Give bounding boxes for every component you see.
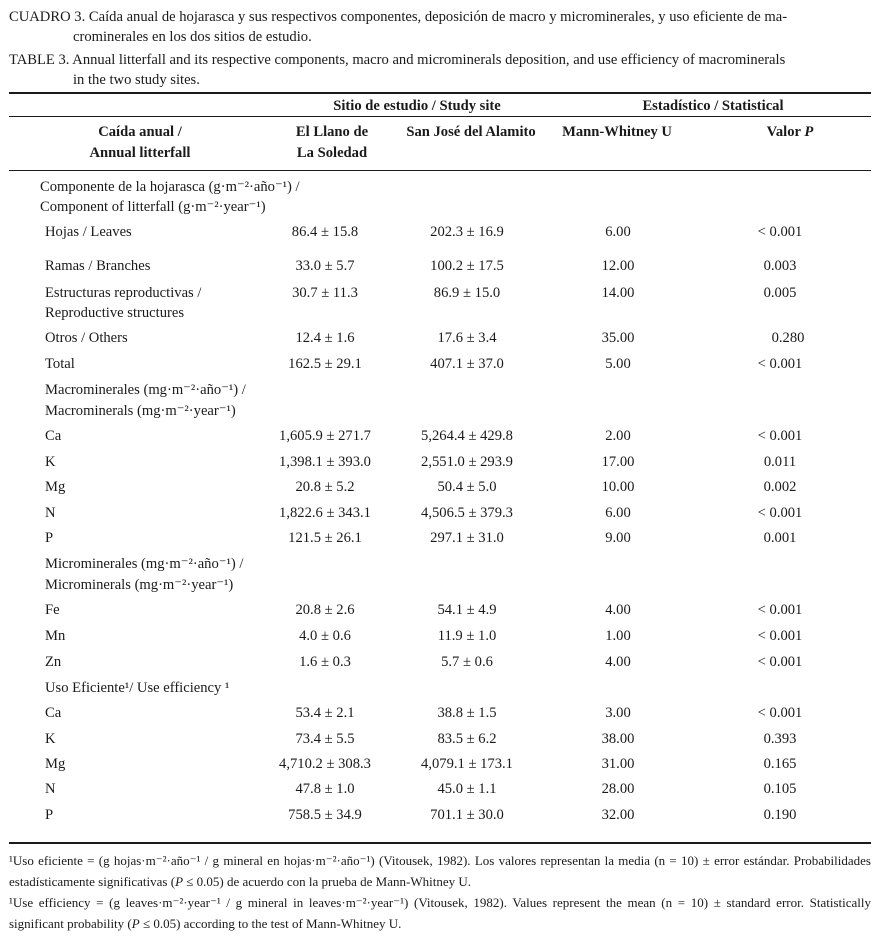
cell-site1: 20.8 ± 2.6 — [295, 602, 355, 618]
cell-site2: 4,506.5 ± 379.3 — [421, 505, 513, 521]
cell-site1: 121.5 ± 26.1 — [288, 530, 362, 546]
group-macro-es: Macrominerales (mg·m⁻²·año⁻¹) / — [45, 382, 246, 398]
table-row — [0, 283, 884, 303]
cell-p-value: < 0.001 — [757, 428, 803, 444]
cell-mann-whitney: 5.00 — [605, 356, 631, 372]
row-label: K — [45, 731, 56, 747]
cell-p-value: 0.393 — [763, 731, 797, 747]
row-label: P — [45, 807, 54, 823]
table-row — [0, 256, 884, 276]
cell-p-value: 0.011 — [763, 454, 797, 470]
row-label: Ramas / Branches — [45, 258, 151, 274]
caption-text-en-1: Annual litterfall and its respective components, macro and microminerals deposition, and use efficiency of macrominerals — [72, 52, 786, 68]
cell-p-value: < 0.001 — [757, 602, 803, 618]
table-header-rule — [9, 170, 871, 171]
row-label: Otros / Others — [45, 330, 128, 346]
cell-site2: 4,079.1 ± 173.1 — [421, 756, 513, 772]
cell-mann-whitney: 6.00 — [605, 224, 631, 240]
cell-p-value: < 0.001 — [757, 356, 803, 372]
cell-site1: 12.4 ± 1.6 — [295, 330, 355, 346]
cell-site2: 100.2 ± 17.5 — [430, 258, 504, 274]
cell-site1: 758.5 ± 34.9 — [288, 807, 362, 823]
row-label: P — [45, 530, 54, 546]
cell-site2: 2,551.0 ± 293.9 — [421, 454, 513, 470]
cell-mann-whitney: 14.00 — [601, 285, 635, 301]
table-row — [0, 779, 884, 799]
cell-site1: 47.8 ± 1.0 — [295, 781, 355, 797]
header-col-label-2: Annual litterfall — [89, 145, 191, 161]
cell-mann-whitney: 6.00 — [605, 505, 631, 521]
cell-p-value: < 0.001 — [757, 654, 803, 670]
row-label-2: Reproductive structures — [45, 305, 185, 321]
footnote-en-text-a: ¹Use efficiency = (g leaves·m⁻²·year⁻¹ / g mineral in leaves·m⁻²·year⁻¹) (Vitousek, 1982). Values represent the mean (n = 10) ± standard error. Statistically significant probability ( — [9, 895, 871, 931]
cell-site2: 407.1 ± 37.0 — [430, 356, 504, 372]
row-label: K — [45, 454, 56, 470]
caption-text-en-2: in the two study sites. — [73, 72, 200, 88]
cell-site1: 162.5 ± 29.1 — [288, 356, 362, 372]
cell-site2: 45.0 ± 1.1 — [437, 781, 497, 797]
table-row-continued — [0, 303, 884, 323]
table-group-rule — [9, 116, 871, 117]
table-row — [0, 354, 884, 374]
header-p-prefix: Valor — [766, 124, 805, 140]
cell-site1: 73.4 ± 5.5 — [295, 731, 355, 747]
table-row — [0, 652, 884, 672]
group-use-efficiency: Uso Eficiente¹/ Use efficiency ¹ — [45, 680, 230, 696]
row-label: Total — [45, 356, 75, 372]
cell-mann-whitney: 38.00 — [601, 731, 635, 747]
caption-english — [9, 50, 871, 90]
cell-site1: 20.8 ± 5.2 — [295, 479, 355, 495]
cell-site1: 1,605.9 ± 271.7 — [279, 428, 371, 444]
table-row — [0, 703, 884, 723]
cell-mann-whitney: 32.00 — [601, 807, 635, 823]
caption-label-es: CUADRO 3. — [9, 9, 86, 25]
cell-p-value: < 0.001 — [757, 224, 803, 240]
cell-mann-whitney: 17.00 — [601, 454, 635, 470]
row-label: Estructuras reproductivas / — [45, 285, 202, 301]
cell-site2: 38.8 ± 1.5 — [437, 705, 497, 721]
table-row — [0, 477, 884, 497]
table-row — [0, 754, 884, 774]
footnote-es-italic: P — [175, 874, 184, 889]
group-micro-es: Microminerales (mg·m⁻²·año⁻¹) / — [45, 556, 244, 572]
table-row — [0, 328, 884, 348]
row-label: Hojas / Leaves — [45, 224, 132, 240]
header-site1-2: La Soledad — [296, 145, 368, 161]
cell-site1: 1,822.6 ± 343.1 — [279, 505, 371, 521]
cell-mann-whitney: 3.00 — [605, 705, 631, 721]
row-label: Zn — [45, 654, 62, 670]
footnote-en-italic: P — [131, 916, 140, 931]
cell-p-value: 0.005 — [763, 285, 797, 301]
cell-site1: 1.6 ± 0.3 — [299, 654, 351, 670]
row-label: Ca — [45, 705, 62, 721]
table-row — [0, 600, 884, 620]
table-row — [0, 503, 884, 523]
cell-mann-whitney: 31.00 — [601, 756, 635, 772]
cell-p-value: 0.003 — [763, 258, 797, 274]
caption-text-es-2: crominerales en los dos sitios de estudio. — [73, 29, 312, 45]
row-label: N — [45, 505, 56, 521]
cell-site2: 5,264.4 ± 429.8 — [421, 428, 513, 444]
table-row — [0, 452, 884, 472]
cell-site2: 17.6 ± 3.4 — [437, 330, 497, 346]
cell-p-value: 0.105 — [763, 781, 797, 797]
cell-p-value: 0.280 — [771, 330, 805, 346]
cell-mann-whitney: 4.00 — [605, 654, 631, 670]
header-stat-group: Estadístico / Statistical — [642, 98, 784, 114]
cell-mann-whitney: 10.00 — [601, 479, 635, 495]
cell-p-value: 0.190 — [763, 807, 797, 823]
group-litter-en: Component of litterfall (g·m⁻²·year⁻¹) — [40, 199, 266, 215]
table-row — [0, 626, 884, 646]
cell-p-value: < 0.001 — [757, 628, 803, 644]
cell-site1: 33.0 ± 5.7 — [295, 258, 355, 274]
caption-label-en: TABLE 3. — [9, 52, 70, 68]
cell-site1: 1,398.1 ± 393.0 — [279, 454, 371, 470]
cell-site2: 50.4 ± 5.0 — [437, 479, 497, 495]
cell-site1: 53.4 ± 2.1 — [295, 705, 355, 721]
cell-site2: 11.9 ± 1.0 — [437, 628, 497, 644]
header-site1-1: El Llano de — [295, 124, 369, 140]
header-mann-whitney: Mann-Whitney U — [562, 124, 672, 140]
row-label: Mn — [45, 628, 66, 644]
cell-site1: 30.7 ± 11.3 — [292, 285, 358, 301]
row-label: Fe — [45, 602, 60, 618]
table-row — [0, 528, 884, 548]
cell-mann-whitney: 28.00 — [601, 781, 635, 797]
cell-site2: 54.1 ± 4.9 — [437, 602, 497, 618]
caption-text-es-1: Caída anual de hojarasca y sus respectivos componentes, deposición de macro y microminerales, y uso eficiente de ma- — [88, 9, 788, 25]
cell-mann-whitney: 4.00 — [605, 602, 631, 618]
cell-p-value: < 0.001 — [757, 505, 803, 521]
cell-mann-whitney: 9.00 — [605, 530, 631, 546]
footnote-es-text-b: ≤ 0.05) de acuerdo con la prueba de Mann-Whitney U. — [183, 874, 471, 889]
header-site-group: Sitio de estudio / Study site — [333, 98, 501, 114]
table-row — [0, 805, 884, 825]
cell-p-value: 0.002 — [763, 479, 797, 495]
cell-site2: 202.3 ± 16.9 — [430, 224, 504, 240]
row-label: Ca — [45, 428, 62, 444]
cell-mann-whitney: 1.00 — [605, 628, 631, 644]
cell-site1: 4.0 ± 0.6 — [299, 628, 351, 644]
cell-site2: 86.9 ± 15.0 — [433, 285, 501, 301]
row-label: Mg — [45, 756, 66, 772]
table-bottom-rule — [9, 842, 871, 844]
cell-site2: 297.1 ± 31.0 — [430, 530, 504, 546]
footnote-spanish — [9, 850, 871, 892]
table-row — [0, 222, 884, 242]
table-top-rule — [9, 92, 871, 94]
cell-mann-whitney: 2.00 — [605, 428, 631, 444]
caption-spanish — [9, 7, 871, 47]
row-label: N — [45, 781, 56, 797]
cell-p-value: 0.165 — [763, 756, 797, 772]
group-litter-es: Componente de la hojarasca (g·m⁻²·año⁻¹) / — [40, 179, 300, 195]
cell-site1: 4,710.2 ± 308.3 — [279, 756, 371, 772]
footnote-en-text-b: ≤ 0.05) according to the test of Mann-Whitney U. — [139, 916, 402, 931]
footnote-es-text-a: ¹Uso eficiente = (g hojas·m⁻²·año⁻¹ / g mineral en hojas·m⁻²·año⁻¹) (Vitousek, 1982). Los valores representan la media (n = 10) ± error estándar. Probabilidades estadísticamente significativas ( — [9, 853, 871, 889]
header-p-italic: P — [804, 124, 814, 140]
header-p-value — [740, 122, 840, 142]
table-row — [0, 426, 884, 446]
cell-p-value: 0.001 — [763, 530, 797, 546]
cell-site2: 5.7 ± 0.6 — [441, 654, 493, 670]
row-label: Mg — [45, 479, 66, 495]
group-micro-en: Microminerals (mg·m⁻²·year⁻¹) — [45, 577, 234, 593]
group-macro-en: Macrominerals (mg·m⁻²·year⁻¹) — [45, 403, 236, 419]
header-site2: San José del Alamito — [406, 124, 536, 140]
cell-mann-whitney: 35.00 — [601, 330, 635, 346]
cell-site2: 83.5 ± 6.2 — [437, 731, 497, 747]
table-row — [0, 729, 884, 749]
cell-p-value: < 0.001 — [757, 705, 803, 721]
cell-site1: 86.4 ± 15.8 — [291, 224, 359, 240]
cell-site2: 701.1 ± 30.0 — [430, 807, 504, 823]
cell-mann-whitney: 12.00 — [601, 258, 635, 274]
header-col-label-1: Caída anual / — [98, 124, 182, 140]
footnote-english — [9, 892, 871, 934]
